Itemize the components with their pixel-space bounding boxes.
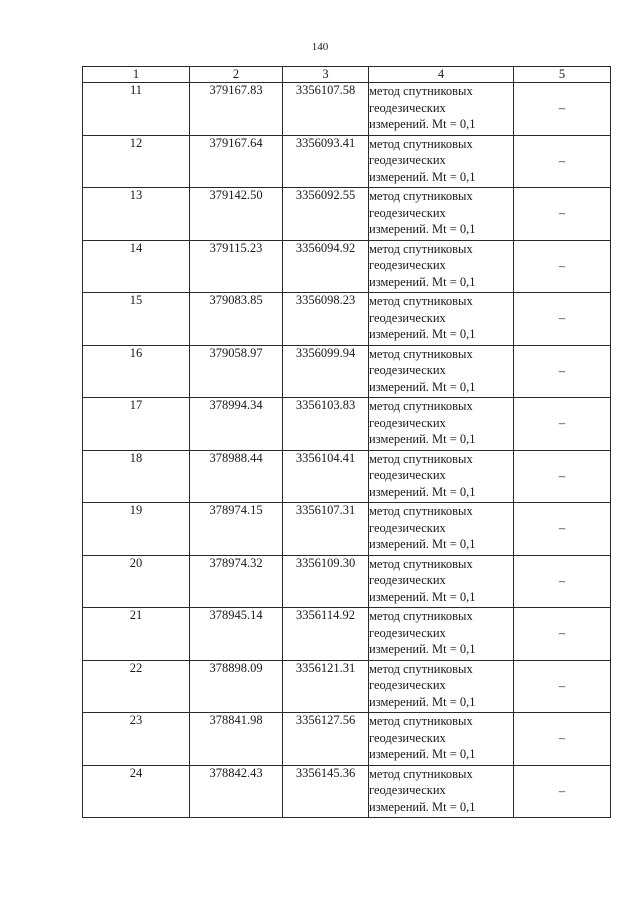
- column-header-4: 4: [369, 67, 514, 83]
- method-line: измерений. Mt = 0,1: [369, 589, 476, 604]
- column-header-1: 1: [83, 67, 190, 83]
- x-coordinate-cell: 378988.44: [190, 450, 283, 503]
- method-line: измерений. Mt = 0,1: [369, 642, 476, 656]
- method-line: метод спутниковых: [369, 84, 473, 98]
- column-header-3: 3: [283, 67, 369, 83]
- method-line: геодезических: [369, 573, 446, 587]
- method-line: измерений. Mt = 0,1: [369, 327, 476, 341]
- y-coordinate-cell: 3356098.23: [283, 293, 369, 346]
- y-coordinate-cell: 3356145.36: [283, 765, 369, 818]
- method-cell: [369, 83, 514, 136]
- point-number-cell: 19: [83, 503, 190, 556]
- method-line: метод спутниковых: [369, 294, 473, 308]
- point-number-cell: 17: [83, 398, 190, 451]
- x-coordinate-cell: 379115.23: [190, 240, 283, 293]
- x-coordinate-cell: 379142.50: [190, 188, 283, 241]
- table-body: [83, 83, 611, 818]
- note-cell: –: [514, 450, 611, 503]
- method-cell: [369, 188, 514, 241]
- method-cell: [369, 660, 514, 713]
- method-cell: [369, 240, 514, 293]
- method-line: геодезических: [369, 205, 446, 220]
- x-coordinate-cell: 378974.15: [190, 503, 283, 556]
- method-cell: [369, 398, 514, 451]
- point-number-cell: 21: [83, 608, 190, 661]
- y-coordinate-cell: 3356121.31: [283, 660, 369, 713]
- note-cell: –: [514, 240, 611, 293]
- y-coordinate-cell: 3356093.41: [283, 135, 369, 188]
- table-row: [83, 83, 611, 136]
- y-coordinate-cell: 3356104.41: [283, 450, 369, 503]
- point-number-cell: 20: [83, 555, 190, 608]
- table-row: [83, 188, 611, 241]
- x-coordinate-cell: 378974.32: [190, 555, 283, 608]
- method-line: метод спутниковых: [369, 766, 473, 781]
- x-coordinate-cell: 378842.43: [190, 765, 283, 818]
- method-line: геодезических: [369, 363, 446, 377]
- method-line: измерений. Mt = 0,1: [369, 169, 476, 184]
- y-coordinate-cell: 3356127.56: [283, 713, 369, 766]
- y-coordinate-cell: 3356114.92: [283, 608, 369, 661]
- method-line: метод спутниковых: [369, 189, 473, 203]
- method-line: измерений. Mt = 0,1: [369, 484, 476, 499]
- note-cell: –: [514, 555, 611, 608]
- method-line: геодезических: [369, 310, 446, 325]
- method-line: геодезических: [369, 468, 446, 482]
- point-number-cell: 15: [83, 293, 190, 346]
- note-cell: –: [514, 765, 611, 818]
- method-line: геодезических: [369, 783, 446, 797]
- note-cell: –: [514, 713, 611, 766]
- method-line: измерений. Mt = 0,1: [369, 432, 476, 446]
- page-number: 140: [311, 41, 329, 53]
- method-line: геодезических: [369, 678, 446, 692]
- x-coordinate-cell: 379167.64: [190, 135, 283, 188]
- x-coordinate-cell: 379167.83: [190, 83, 283, 136]
- x-coordinate-cell: 378994.34: [190, 398, 283, 451]
- column-header-2: 2: [190, 67, 283, 83]
- method-line: измерений. Mt = 0,1: [369, 379, 476, 394]
- method-line: метод спутниковых: [369, 346, 473, 361]
- method-line: геодезических: [369, 730, 446, 745]
- method-line: метод спутниковых: [369, 399, 473, 413]
- method-cell: [369, 293, 514, 346]
- method-line: метод спутниковых: [369, 609, 473, 623]
- point-number-cell: 12: [83, 135, 190, 188]
- coordinates-table: [82, 66, 611, 818]
- y-coordinate-cell: 3356107.58: [283, 83, 369, 136]
- method-cell: [369, 345, 514, 398]
- method-line: измерений. Mt = 0,1: [369, 222, 476, 236]
- method-cell: [369, 608, 514, 661]
- method-line: метод спутниковых: [369, 504, 473, 518]
- y-coordinate-cell: 3356092.55: [283, 188, 369, 241]
- table-row: [83, 713, 611, 766]
- method-line: измерений. Mt = 0,1: [369, 274, 476, 289]
- method-line: измерений. Mt = 0,1: [369, 537, 476, 551]
- note-cell: –: [514, 345, 611, 398]
- point-number-cell: 18: [83, 450, 190, 503]
- table-row: [83, 345, 611, 398]
- table-row: [83, 293, 611, 346]
- x-coordinate-cell: 378945.14: [190, 608, 283, 661]
- method-cell: [369, 555, 514, 608]
- table-row: [83, 450, 611, 503]
- note-cell: –: [514, 503, 611, 556]
- method-cell: [369, 135, 514, 188]
- method-line: метод спутниковых: [369, 451, 473, 466]
- point-number-cell: 23: [83, 713, 190, 766]
- table-row: [83, 660, 611, 713]
- note-cell: –: [514, 608, 611, 661]
- table-row: [83, 608, 611, 661]
- method-line: измерений. Mt = 0,1: [369, 117, 476, 131]
- y-coordinate-cell: 3356099.94: [283, 345, 369, 398]
- point-number-cell: 22: [83, 660, 190, 713]
- note-cell: –: [514, 660, 611, 713]
- method-cell: [369, 713, 514, 766]
- method-line: метод спутниковых: [369, 661, 473, 676]
- note-cell: –: [514, 188, 611, 241]
- y-coordinate-cell: 3356107.31: [283, 503, 369, 556]
- y-coordinate-cell: 3356094.92: [283, 240, 369, 293]
- method-cell: [369, 765, 514, 818]
- table-row: [83, 555, 611, 608]
- point-number-cell: 14: [83, 240, 190, 293]
- x-coordinate-cell: 379058.97: [190, 345, 283, 398]
- note-cell: –: [514, 293, 611, 346]
- column-header-5: 5: [514, 67, 611, 83]
- method-line: метод спутниковых: [369, 556, 473, 571]
- point-number-cell: 16: [83, 345, 190, 398]
- x-coordinate-cell: 378841.98: [190, 713, 283, 766]
- point-number-cell: 24: [83, 765, 190, 818]
- point-number-cell: 11: [83, 83, 190, 136]
- note-cell: –: [514, 83, 611, 136]
- method-line: геодезических: [369, 625, 446, 640]
- method-line: геодезических: [369, 258, 446, 272]
- note-cell: –: [514, 135, 611, 188]
- method-line: метод спутниковых: [369, 136, 473, 151]
- method-line: измерений. Mt = 0,1: [369, 747, 476, 761]
- method-line: геодезических: [369, 153, 446, 167]
- method-cell: [369, 503, 514, 556]
- note-cell: –: [514, 398, 611, 451]
- y-coordinate-cell: 3356109.30: [283, 555, 369, 608]
- method-cell: [369, 450, 514, 503]
- point-number-cell: 13: [83, 188, 190, 241]
- table-row: [83, 765, 611, 818]
- method-line: геодезических: [369, 520, 446, 535]
- table-row: [83, 503, 611, 556]
- method-line: метод спутниковых: [369, 714, 473, 728]
- table-header-row: [83, 67, 611, 83]
- y-coordinate-cell: 3356103.83: [283, 398, 369, 451]
- x-coordinate-cell: 378898.09: [190, 660, 283, 713]
- table-row: [83, 398, 611, 451]
- method-line: метод спутниковых: [369, 241, 473, 256]
- method-line: геодезических: [369, 100, 446, 115]
- table-row: [83, 135, 611, 188]
- method-line: измерений. Mt = 0,1: [369, 799, 476, 814]
- table-row: [83, 240, 611, 293]
- method-line: геодезических: [369, 415, 446, 430]
- method-line: измерений. Mt = 0,1: [369, 694, 476, 709]
- x-coordinate-cell: 379083.85: [190, 293, 283, 346]
